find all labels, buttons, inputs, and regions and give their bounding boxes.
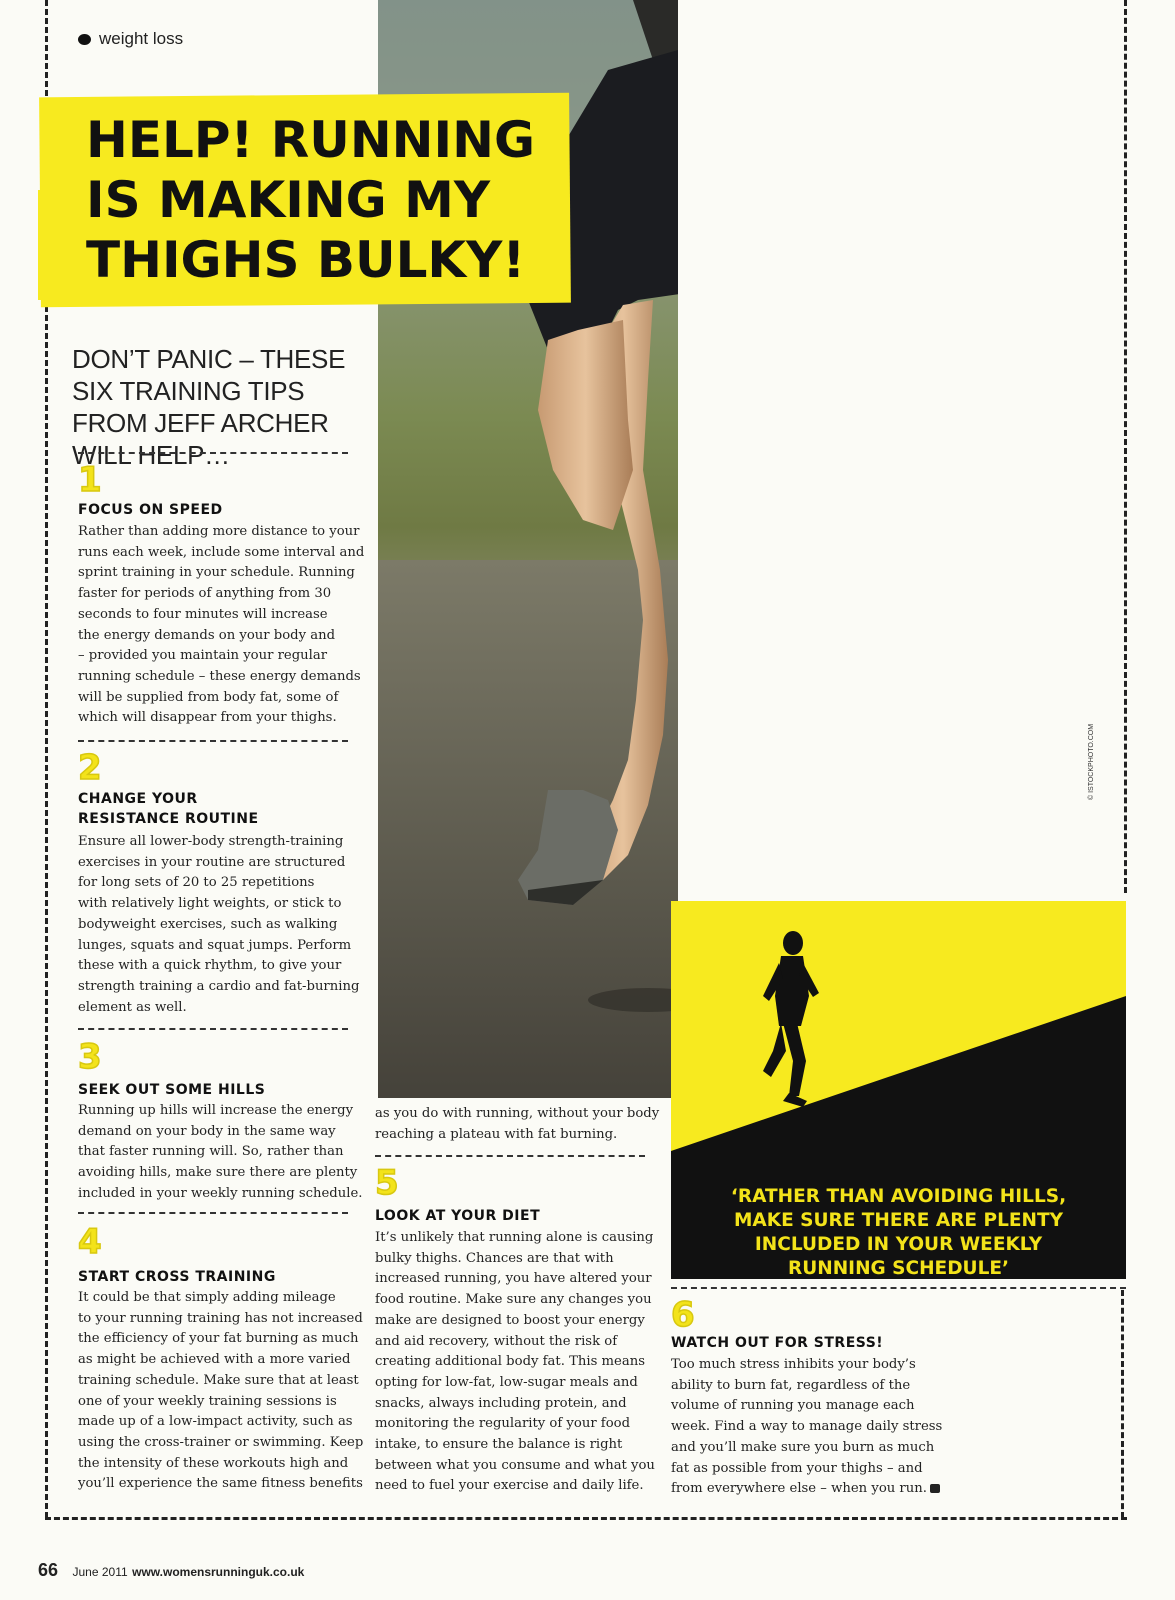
tip-title: LOOK AT YOUR DIET [375,1208,541,1224]
tip-number: 2 [78,748,102,788]
divider [78,452,348,454]
standfirst: DON’T PANIC – THESE SIX TRAINING TIPS FROM JEFF ARCHER WILL HELP… [72,344,346,470]
tip-title: WATCH OUT FOR STRESS! [671,1335,884,1351]
tip-number: 4 [78,1222,102,1262]
tip-body: It’s unlikely that running alone is causing bulky thighs. Chances are that with increased running, you have altered your food routine. Make sure any changes you make are designed to boost your energy and aid recovery, without the risk of creating additional body fat. This means opting for low-fat, low-sugar meals and snacks, always including protein, and monitoring the regularity of your food intake, to ensure the balance is right between what you consume and what you need to fuel your exercise and daily life. [375,1230,655,1494]
right-dashed-border [1124,0,1127,893]
divider [78,740,348,742]
tip-body: Running up hills will increase the energy demand on your body in the same way that faster running will. So, rather than avoiding hills, make sure there are plenty included in your weekly running schedule. [78,1103,363,1201]
tip-title: START CROSS TRAINING [78,1269,276,1285]
photo-credit: © ISTOCKPHOTO.COM [1088,723,1095,800]
headline-line: IS MAKING MY [86,171,491,229]
tip-number: 5 [375,1163,399,1203]
tip-body: Too much stress inhibits your body’s ability to burn fat, regardless of the volume of running you manage each week. Find a way to manage daily stress and you’ll make sure you burn as much fat as possible from your thighs – and from everywhere else – when you run. [671,1357,943,1497]
divider [78,1028,348,1030]
section-label [78,29,183,49]
section-label-text: weight loss [99,29,184,48]
tip-body: Rather than adding more distance to your runs each week, include some interval and sprint training in your schedule. Running faster for periods of anything from 30 seconds to four minutes will increase the energy demands on your body and – provided you maintain your regular running schedule – these energy demands will be supplied from body fat, some of which will disappear from your thighs. [78,524,365,726]
bullet-icon [78,34,91,45]
runner-leg-back [538,320,633,530]
headline-line: THIGHS BULKY! [86,231,526,289]
bottom-dashed-border [45,1517,1127,1520]
headline-line: HELP! RUNNING [86,111,535,169]
tip-body: Ensure all lower-body strength-training exercises in your routine are structured for long sets of 20 to 25 repetitions with relatively light weights, or stick to bodyweight exercises, such as walking lunges, squats and squat jumps. Perform these with a quick rhythm, to give your strength training a cardio and fat-burning element as well. [78,834,360,1015]
divider [671,1287,1126,1289]
tip-number: 6 [671,1295,695,1335]
right-dashed-border-lower [1121,1290,1124,1518]
headline [86,110,586,290]
tip-number: 3 [78,1037,102,1077]
tip-body: It could be that simply adding mileage to your running training has not increased the efficiency of your fat burning as much as might be achieved with a more varied training schedule. Make sure that at least one of your weekly training sessions is made up of a low-impact activity, such as using the cross-trainer or swimming. Keep the intensity of these workouts high and you’ll experience the same fitness benefits [78,1290,364,1492]
tip-number: 1 [78,460,102,500]
page-footer [38,1560,304,1581]
end-mark-icon [930,1484,940,1493]
website-url[interactable]: www.womensrunninguk.co.uk [132,1565,305,1579]
tip-title: FOCUS ON SPEED [78,502,223,518]
pull-quote: ‘RATHER THAN AVOIDING HILLS, MAKE SURE THERE ARE PLENTY INCLUDED IN YOUR WEEKLY RUNNING SCHEDULE’ [730,1186,1067,1279]
divider [78,1212,348,1214]
tip-title: CHANGE YOUR RESISTANCE ROUTINE [78,791,259,827]
tip-title: SEEK OUT SOME HILLS [78,1082,266,1098]
tip-body-continued: as you do with running, without your body reaching a plateau with fat burning. [375,1106,660,1142]
divider [375,1155,645,1157]
issue-date: June 2011 [72,1565,128,1579]
page-number: 66 [38,1560,59,1580]
